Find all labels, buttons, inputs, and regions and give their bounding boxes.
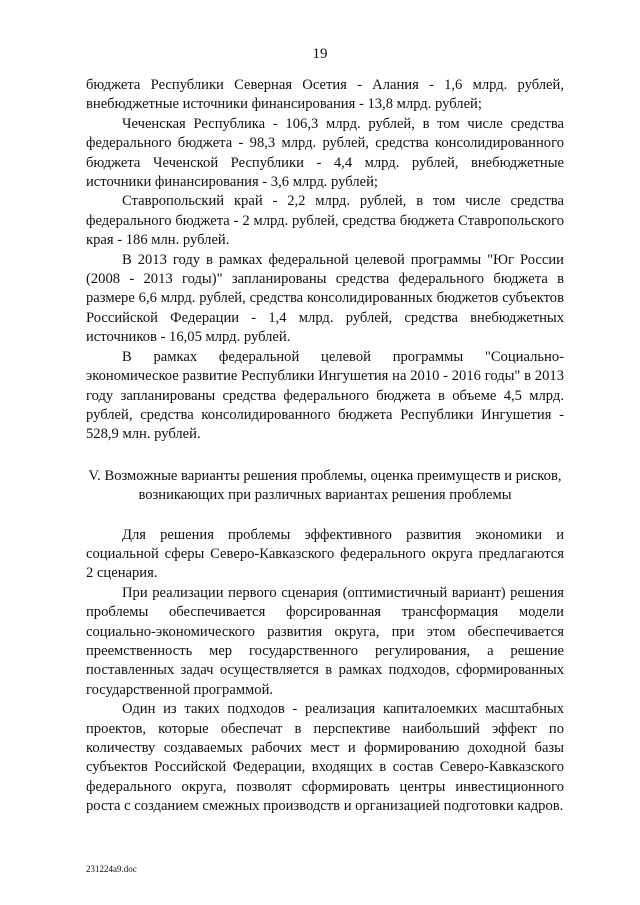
paragraph-chechnya: Чеченская Республика - 106,3 млрд. рублей, в том числе средства федерального бюджета - 98,3 млрд. рублей, средства консолидированного бюджета Чеченской Республики - 4,4 млрд. рублей, внебюджетные источники финансирования - 3,6 млрд. рублей; (86, 115, 564, 191)
document-body (86, 76, 564, 817)
paragraph-north-ossetia: бюджета Республики Северная Осетия - Алания - 1,6 млрд. рублей, внебюджетные источники финансирования - 13,8 млрд. рублей; (86, 77, 564, 113)
paragraph-stavropol: Ставропольский край - 2,2 млрд. рублей, в том числе средства федерального бюджета - 2 млрд. рублей, средства бюджета Ставропольского края - 186 млн. рублей. (86, 193, 564, 249)
paragraph-south-russia-program: В 2013 году в рамках федеральной целевой программы "Юг России (2008 - 2013 годы)" запланированы средства федерального бюджета в размере 6,6 млрд. рублей, средства консолидированных бюджетов субъектов Российской Федерации - 1,4 млрд. рублей, средства внебюджетных источников - 16,05 млрд. рублей. (86, 251, 564, 346)
paragraph-ingushetia-program: В рамках федеральной целевой программы "Социально-экономическое развитие Республики Ингушетия на 2010 - 2016 годы" в 2013 году запланированы средства федерального бюджета в объеме 4,5 млрд. рублей, средства консолидированного бюджета Республики Ингушетия - 528,9 млн. рублей. (86, 348, 564, 443)
paragraph-approach: Один из таких подходов - реализация капиталоемких масштабных проектов, которые обеспечат в перспективе наибольший эффект по количеству создаваемых рабочих мест и формированию доходной базы субъектов Российской Федерации, входящих в состав Северо-Кавказского федерального округа, позволят сформировать центры инвестиционного роста с созданием смежных производств и организацией подготовки кадров. (86, 701, 564, 815)
section-heading: V. Возможные варианты решения проблемы, оценка преимуществ и рисков, возникающих при различных вариантах решения проблемы (88, 467, 562, 504)
page-number: 19 (312, 46, 328, 62)
footer-document-code: 231224a9.doc (86, 864, 137, 874)
paragraph-scenarios-intro: Для решения проблемы эффективного развития экономики и социальной сферы Северо-Кавказского федерального округа предлагаются 2 сценария. (86, 526, 564, 582)
paragraph-first-scenario: При реализации первого сценария (оптимистичный вариант) решения проблемы обеспечивается форсированная трансформация модели социально-экономического развития округа, при этом обеспечивается преемственность мер государственного регулирования, а решение поставленных задач осуществляется в рамках подходов, сформированных государственной программой. (86, 584, 564, 698)
